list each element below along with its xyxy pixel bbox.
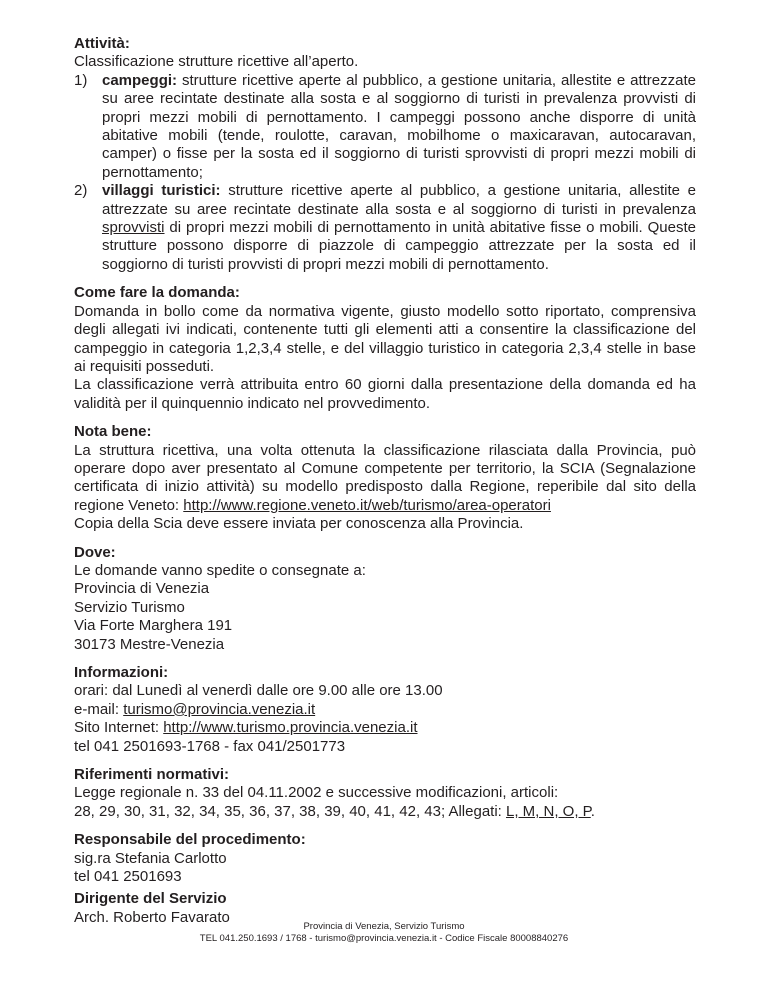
info-orari: orari: dal Lunedì al venerdì dalle ore 9.00 alle ore 13.00: [74, 682, 443, 700]
nota-copy: Copia della Scia deve essere inviata per conoscenza alla Provincia.: [74, 515, 524, 533]
section-dove: [74, 544, 696, 654]
heading-domanda: Come fare la domanda:: [74, 284, 240, 302]
sito-link[interactable]: http://www.turismo.provincia.venezia.it: [163, 719, 418, 737]
dirigente-name: Arch. Roberto Favarato: [74, 908, 230, 926]
document-body: [74, 35, 696, 937]
section-riferimenti: [74, 766, 696, 821]
underlined-sprovvisti: sprovvisti: [102, 219, 165, 237]
term-villaggi: villaggi turistici:: [102, 182, 221, 200]
heading-dirigente: Dirigente del Servizio: [74, 890, 227, 908]
dove-line: Le domande vanno spedite o consegnate a:: [74, 561, 366, 579]
page-footer: [0, 921, 768, 945]
heading-nota: Nota bene:: [74, 423, 152, 441]
section-informazioni: [74, 664, 696, 756]
dove-line: Servizio Turismo: [74, 598, 185, 616]
list-item-campeggi: 1) campeggi: strutture ricettive aperte al pubblico, a gestione unitaria, allestite e attrezzate su aree recintate destinate alla sosta e al soggiorno di turisti in prevalenza provvisti di propri mezzi mobili di pernottamento. I campeggi possono anche disporre di unità abitative mobili (tende, roulotte, caravan, mobilhome o maxicaravan, autocaravan, camper) o fisse per la sosta ed il soggiorno di turisti sprovvisti di propri mezzi mobili di pernottamento;: [74, 71, 696, 181]
heading-responsabile: Responsabile del procedimento:: [74, 831, 306, 849]
attivita-intro: Classificazione strutture ricettive all’aperto.: [74, 53, 359, 71]
riferimenti-line-1: Legge regionale n. 33 del 04.11.2002 e successive modificazioni, articoli:: [74, 784, 559, 802]
email-link[interactable]: turismo@provincia.venezia.it: [123, 700, 316, 718]
section-domanda: [74, 284, 696, 413]
heading-riferimenti: Riferimenti normativi:: [74, 766, 230, 784]
heading-dove: Dove:: [74, 543, 116, 561]
riferimenti-line-2: 28, 29, 30, 31, 32, 34, 35, 36, 37, 38, 39, 40, 41, 42, 43; Allegati: L, M, N, O, P.: [74, 802, 595, 820]
info-sito-line: Sito Internet: http://www.turismo.provincia.venezia.it: [74, 719, 418, 737]
info-tel: tel 041 2501693-1768 - fax 041/2501773: [74, 737, 346, 755]
dove-line: 30173 Mestre-Venezia: [74, 635, 225, 653]
dove-line: Via Forte Marghera 191: [74, 617, 233, 635]
heading-informazioni: Informazioni:: [74, 664, 169, 681]
section-attivita: [74, 35, 696, 274]
regione-link[interactable]: http://www.regione.veneto.it/web/turismo/area-operatori: [183, 496, 551, 514]
responsabile-name: sig.ra Stefania Carlotto: [74, 849, 227, 867]
info-email-line: e-mail: turismo@provincia.venezia.it: [74, 700, 316, 718]
section-nota: [74, 423, 696, 533]
responsabile-tel: tel 041 2501693: [74, 868, 182, 886]
heading-attivita: Attività:: [74, 35, 130, 52]
list-item-villaggi: 2) villaggi turistici: strutture ricettive aperte al pubblico, a gestione unitaria, allestite e attrezzate su aree recintate destinate alla sosta e al soggiorno di turisti in prevalenza sprovvisti di propri mezzi mobili di pernottamento in unità abitative fisse o mobili. Queste strutture possono disporre di piazzole di campeggio attrezzate per la sosta ed il soggiorno di turisti provvisti di propri mezzi mobili di pernottamento.: [74, 182, 696, 273]
term-campeggi: campeggi:: [102, 71, 178, 89]
footer-line-1: Provincia di Venezia, Servizio Turismo: [303, 921, 465, 932]
allegati-link[interactable]: L, M, N, O, P: [506, 802, 591, 820]
footer-line-2: TEL 041.250.1693 / 1768 - turismo@provincia.venezia.it - Codice Fiscale 80008840276: [199, 933, 569, 944]
domanda-paragraph-2: La classificazione verrà attribuita entro 60 giorni dalla presentazione della domanda ed ha validità per il quinquennio indicato nel provvedimento.: [74, 376, 696, 412]
nota-paragraph: La struttura ricettiva, una volta ottenuta la classificazione rilasciata dalla Provincia, può operare dopo aver presentato al Comune competente per territorio, la SCIA (Segnalazione certificata di inizio attività) su modello predisposto dalla Regione, reperibile dal sito della regione Veneto: http://www.regione.veneto.it/web/turismo/area-operatori: [74, 441, 696, 514]
section-responsabile: [74, 831, 696, 886]
dove-line: Provincia di Venezia: [74, 580, 210, 598]
attivita-list: [74, 72, 696, 274]
domanda-paragraph-1: Domanda in bollo come da normativa vigente, giusto modello sotto riportato, comprensiva degli allegati ivi indicati, contenente tutti gli elementi atti a consentire la classificazione del campeggio in categoria 1,2,3,4 stelle, e del villaggio turistico in categoria 2,3,4 stelle in base ai requisiti posseduti.: [74, 302, 696, 375]
